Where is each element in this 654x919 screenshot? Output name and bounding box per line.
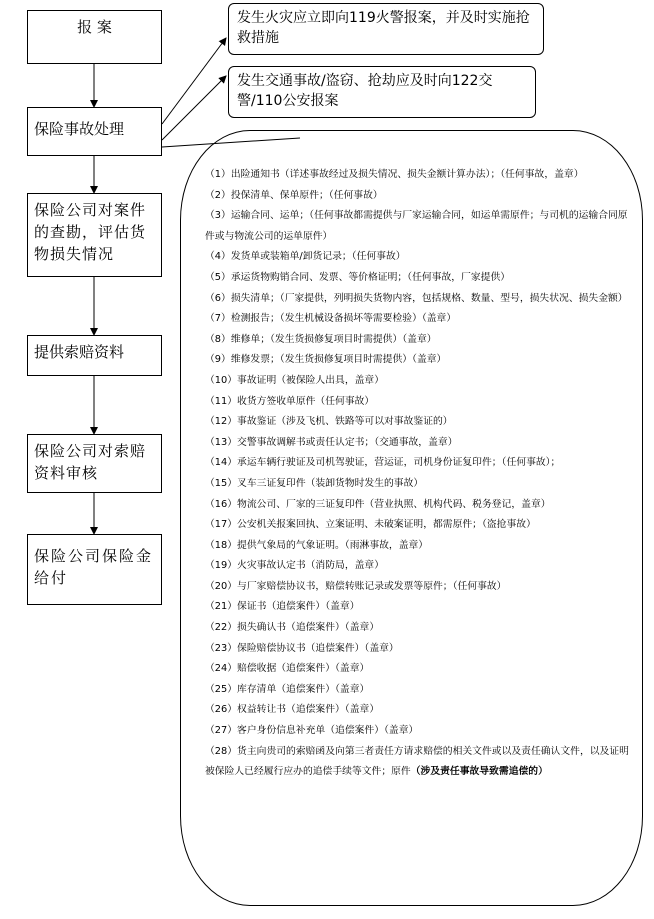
note-fire [228, 3, 544, 55]
doc-item-17: （17）公安机关报案回执、立案证明、未破案证明，都需原件；（盗抢事故） [205, 519, 536, 531]
step-survey-assessment [27, 193, 162, 277]
note-fire-label: 发生火灾应立即向119火警报案，并及时实施抢救措施 [237, 10, 530, 46]
doc-item-18: （18）提供气象局的气象证明。（雨淋事故，盖章） [205, 539, 429, 551]
doc-item-28-text: （28）货主向贵司的索赔函及向第三者责任方请求赔偿的相关文件或以及责任确认文件，以及证明 被保险人已经履行应办的追偿手续等文件；原件 [205, 745, 629, 778]
doc-item-13: （13）交警事故调解书或责任认定书；（交通事故，盖章） [205, 436, 458, 448]
doc-item-25: （25）库存清单（追偿案件）（盖章） [205, 683, 370, 695]
doc-item-28 [205, 742, 630, 783]
doc-item-22: （22）损失确认书（追偿案件）（盖章） [205, 622, 380, 634]
doc-item-7: （7）检测报告；（发生机械设备损坏等需要检验）（盖章） [205, 313, 457, 325]
doc-item-16: （16）物流公司、厂家的三证复印件（营业执照、机构代码、税务登记，盖章） [205, 498, 551, 510]
doc-item-24: （24）赔偿收据（追偿案件）（盖章） [205, 663, 370, 675]
step-claim-handling [27, 107, 162, 156]
doc-item-28-bold: （涉及责任事故导致需追偿的） [410, 766, 548, 778]
step-payment-label: 保险公司保险金给付 [34, 547, 154, 587]
doc-item-19: （19）火灾事故认定书（消防局，盖章） [205, 560, 385, 572]
doc-item-27: （27）客户身份信息补充单（追偿案件）（盖章） [205, 725, 419, 737]
doc-item-14: （14）承运车辆行驶证及司机驾驶证，营运证，司机身份证复印件；（任何事故）； [205, 457, 561, 469]
doc-item-5: （5）承运货物购销合同、发票、等价格证明；（任何事故，厂家提供） [205, 271, 511, 283]
step-provide-materials [27, 335, 162, 376]
doc-item-10: （10）事故证明（被保险人出具，盖章） [205, 374, 385, 386]
step-claim-handling-label: 保险事故处理 [34, 120, 125, 138]
claim-documents-list [180, 130, 643, 906]
note-traffic-theft-label: 发生交通事故/盗窃、抢劫应及时向122交警/110公安报案 [237, 73, 493, 109]
doc-item-3: （3）运输合同、运单；（任何事故都需提供与厂家运输合同，如运单需原件；与司机的运输合同原件或与物流公司的运单原件） [205, 210, 628, 242]
doc-item-21: （21）保证书（追偿案件）（盖章） [205, 601, 360, 613]
doc-item-1: （1）出险通知书（详述事故经过及损失情况、损失金额计算办法）；（任何事故，盖章） [205, 169, 584, 180]
arrow-handling-to-fire-note [162, 38, 226, 124]
doc-item-9: （9）维修发票；（发生货损修复项目时需提供）（盖章） [205, 354, 447, 366]
doc-item-20: （20）与厂家赔偿协议书，赔偿转账记录或发票等原件；（任何事故） [205, 580, 507, 592]
step-payment [27, 534, 162, 605]
doc-item-26: （26）权益转让书（追偿案件）（盖章） [205, 704, 380, 716]
step-material-review [27, 434, 162, 493]
step-material-review-label: 保险公司对索赔资料审核 [34, 442, 147, 482]
step-report [27, 10, 162, 64]
arrow-handling-to-traffic-note [162, 76, 226, 140]
doc-item-8: （8）维修单；（发生货损修复项目时需提供）（盖章） [205, 333, 437, 345]
step-survey-assessment-label: 保险公司对案件的查勘，评估货物损失情况 [34, 201, 147, 263]
step-provide-materials-label: 提供索赔资料 [34, 343, 125, 361]
doc-item-2: （2）投保清单、保单原件；（任何事故） [205, 189, 383, 201]
doc-item-23: （23）保险赔偿协议书（追偿案件）（盖章） [205, 642, 399, 654]
step-report-label: 报 案 [77, 18, 112, 36]
doc-item-11: （11）收货方签收单原件（任何事故） [205, 395, 375, 407]
doc-item-12: （12）事故鉴证（涉及飞机、铁路等可以对事故鉴证的） [205, 416, 453, 428]
note-traffic-theft [228, 66, 536, 118]
doc-item-15: （15）叉车三证复印件（装卸货物时发生的事故） [205, 477, 424, 489]
doc-item-6: （6）损失清单；（厂家提供，列明损失货物内容，包括规格、数量、型号，损失状况、损失金额） [205, 292, 628, 304]
doc-item-4: （4）发货单或装箱单/卸货记录；（任何事故） [205, 251, 406, 263]
